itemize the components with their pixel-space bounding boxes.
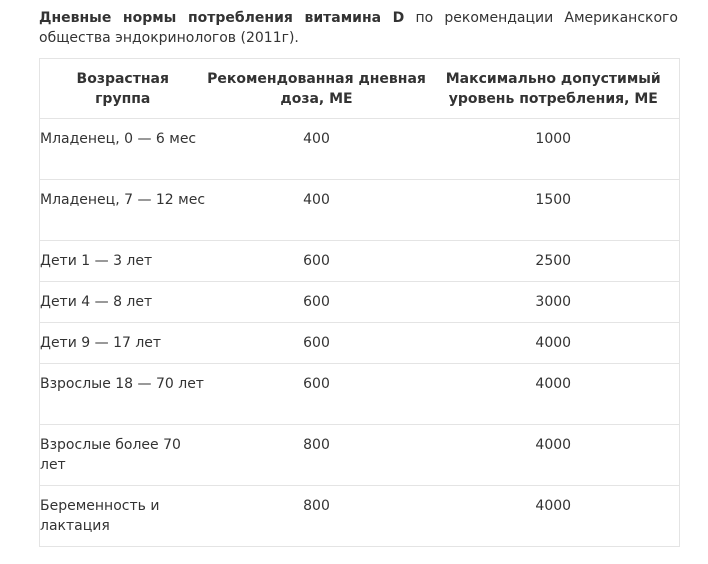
cell-max: 1500: [428, 180, 680, 241]
cell-dose: 600: [206, 323, 428, 364]
table-row: [40, 486, 680, 547]
cell-max: 2500: [428, 241, 680, 282]
cell-dose: 400: [206, 180, 428, 241]
cell-dose: 600: [206, 364, 428, 425]
table-header-row: [40, 59, 680, 119]
cell-age: Дети 1 — 3 лет: [40, 241, 206, 282]
table-row: [40, 180, 680, 241]
cell-age: Взрослые более 70 лет: [40, 425, 206, 486]
table-row: [40, 323, 680, 364]
cell-max: 4000: [428, 486, 680, 547]
header-recommended-dose: Рекомендованная дневная доза, МЕ: [206, 59, 428, 119]
cell-dose: 800: [206, 486, 428, 547]
vitamin-d-norms-table: [39, 58, 680, 547]
table-row: [40, 241, 680, 282]
cell-age: Младенец, 0 — 6 мес: [40, 119, 206, 180]
header-max-level: Максимально допустимый уровень потребления, МЕ: [428, 59, 680, 119]
table-row: [40, 364, 680, 425]
cell-max: 3000: [428, 282, 680, 323]
cell-age: Дети 9 — 17 лет: [40, 323, 206, 364]
cell-max: 4000: [428, 323, 680, 364]
cell-max: 4000: [428, 425, 680, 486]
intro-description: по рекомендации Американского общества эндокринологов (2011г).: [39, 10, 678, 46]
header-age-group: Возрастная группа: [40, 59, 206, 119]
table-row: [40, 425, 680, 486]
table-row: [40, 282, 680, 323]
cell-max: 1000: [428, 119, 680, 180]
cell-age: Беременность и лактация: [40, 486, 206, 547]
cell-dose: 400: [206, 119, 428, 180]
cell-dose: 600: [206, 241, 428, 282]
cell-dose: 800: [206, 425, 428, 486]
cell-age: Дети 4 — 8 лет: [40, 282, 206, 323]
cell-dose: 600: [206, 282, 428, 323]
table-row: [40, 119, 680, 180]
cell-max: 4000: [428, 364, 680, 425]
cell-age: Младенец, 7 — 12 мес: [40, 180, 206, 241]
intro-title-bold: Дневные нормы потребления витамина D: [39, 10, 405, 26]
intro-paragraph: [39, 8, 678, 48]
cell-age: Взрослые 18 — 70 лет: [40, 364, 206, 425]
